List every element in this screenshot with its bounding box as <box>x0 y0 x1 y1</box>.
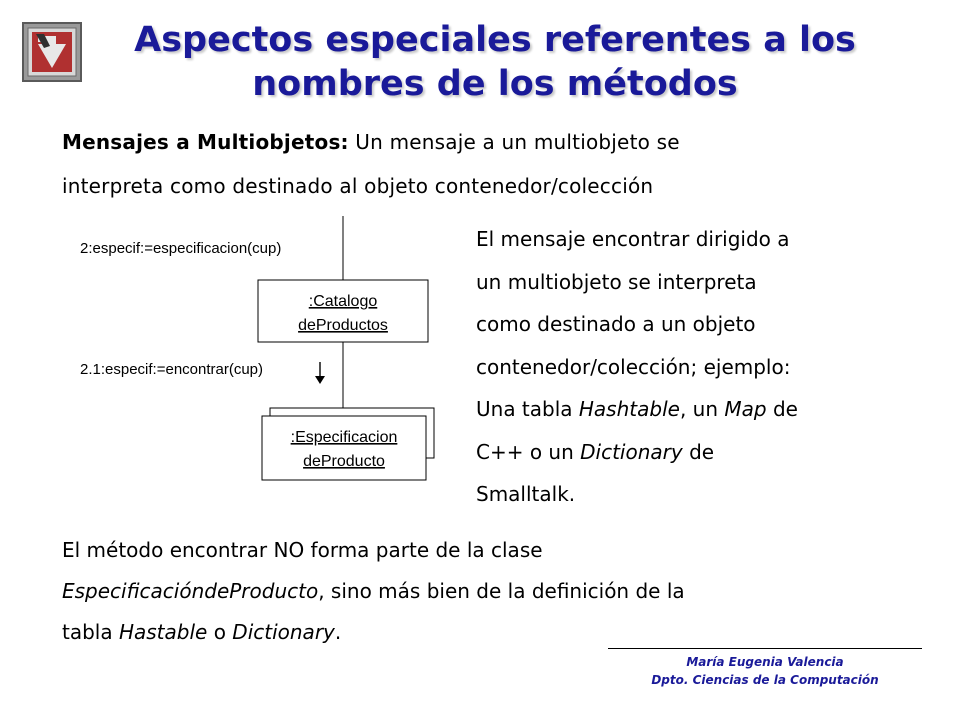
side-line-2: un multiobjeto se interpreta <box>476 269 757 294</box>
bottom-line-3-c: . <box>334 620 342 644</box>
title-line-2: nombres de los métodos <box>252 64 738 104</box>
side-paragraph <box>476 218 936 516</box>
side-line-5-b: , un <box>679 397 725 421</box>
message-direction-arrow-icon <box>315 362 325 384</box>
side-line-7: Smalltalk. <box>476 482 576 506</box>
intro-bold-label: Mensajes a Multiobjetos: <box>62 130 349 154</box>
side-line-5-c: de <box>766 397 798 421</box>
message-2-label: 2.1:especif:=encontrar(cup) <box>80 361 264 378</box>
side-line-5 <box>476 388 936 431</box>
catalog-box-line-2: deProductos <box>298 317 388 334</box>
hashtable-term: Hashtable <box>578 397 680 421</box>
side-line-6-a: C++ o un <box>476 439 581 464</box>
bottom-line-1: El método encontrar NO forma parte de la clase <box>62 538 543 562</box>
page-title <box>100 18 890 106</box>
spec-box-line-2: deProducto <box>303 453 385 470</box>
map-term: Map <box>724 397 767 421</box>
intro-line-1-rest: Un mensaje a un multiobjeto se <box>348 130 680 154</box>
bottom-paragraph <box>62 530 942 653</box>
side-line-6 <box>476 431 936 474</box>
bottom-line-2-rest: , sino más bien de la definición de la <box>318 579 685 603</box>
footer-divider <box>608 648 922 649</box>
intro-line-2: interpreta como destinado al objeto contenedor/colección <box>62 174 654 198</box>
bottom-line-3-b: o <box>207 620 233 644</box>
logo-icon <box>22 22 82 82</box>
bottom-line-3-a: tabla <box>62 620 119 644</box>
side-line-6-b: de <box>682 439 715 464</box>
spec-box-line-1: :Especificacion <box>290 429 398 446</box>
footer-author: María Eugenia Valencia <box>686 655 844 669</box>
message-1-label: 2:especif:=especificacion(cup) <box>80 240 282 257</box>
intro-paragraph <box>62 120 922 208</box>
footer <box>608 653 922 689</box>
side-line-5-a: Una tabla <box>476 397 579 421</box>
footer-department: Dpto. Ciencias de la Computación <box>651 673 879 687</box>
side-line-4: contenedor/colección; ejemplo: <box>476 354 791 379</box>
hastable-term: Hastable <box>118 620 208 644</box>
side-line-1: El mensaje encontrar dirigido a <box>476 227 790 251</box>
side-line-3: como destinado a un objeto <box>476 312 756 336</box>
collaboration-diagram <box>70 210 450 500</box>
dictionary-term: Dictionary <box>580 439 683 464</box>
class-name-term: EspecificacióndeProducto <box>62 579 319 603</box>
title-line-1: Aspectos especiales referentes a los <box>134 20 856 60</box>
catalog-box-line-1: :Catalogo <box>308 293 378 310</box>
bottom-line-3 <box>62 612 942 653</box>
dictionary-term-2: Dictionary <box>232 620 335 644</box>
bottom-line-2 <box>62 571 942 612</box>
spec-box <box>262 416 426 480</box>
